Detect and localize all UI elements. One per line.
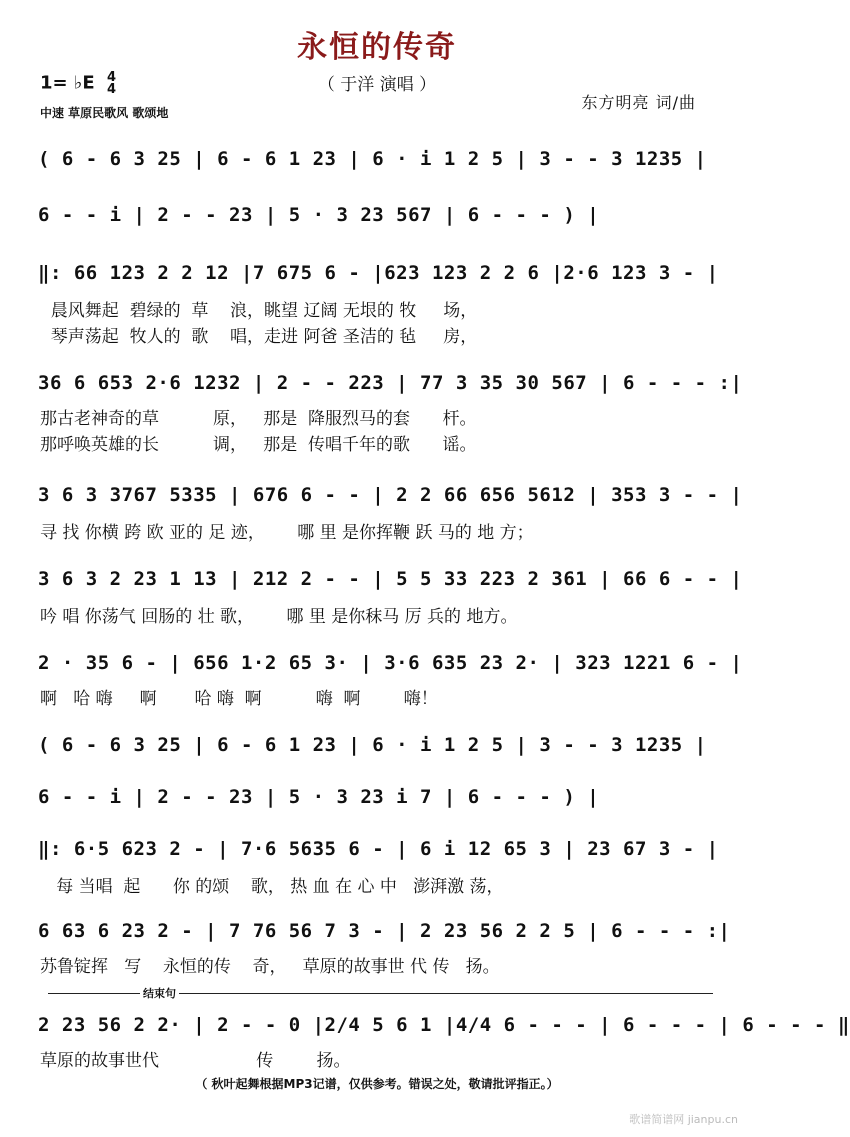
notation-line-4: 36 6 653 2·6 1232 | 2 - - 223 | 77 3 35 30 567 | 6 - - - :|: [38, 372, 743, 394]
watermark: 歌谱简谱网 jianpu.cn: [629, 1113, 738, 1126]
lyric-line-11: 苏鲁锭挥 写 永恒的传 奇， 草原的故事世 代 传 扬。: [40, 957, 500, 977]
notation-line-10: ‖: 6·5 623 2 - | 7·6 5635 6 - | 6 i 12 65 3 | 23 67 3 - |: [38, 838, 719, 860]
notation-line-1: ( 6 - 6 3 25 | 6 - 6 1 23 | 6 · i 1 2 5 | 3 - - 3 1235 |: [38, 148, 707, 170]
notation-line-7: 2 · 35 6 - | 656 1·2 65 3· | 3·6 635 23 2· | 323 1221 6 - |: [38, 652, 743, 674]
notation-line-8: ( 6 - 6 3 25 | 6 - 6 1 23 | 6 · i 1 2 5 | 3 - - 3 1235 |: [38, 734, 707, 756]
notation-line-9: 6 - - i | 2 - - 23 | 5 · 3 23 i 7 | 6 - - - ) |: [38, 786, 600, 808]
author-credit: 东方明亮 词/曲: [581, 93, 696, 112]
ending-label: 结束句: [140, 985, 179, 1001]
notation-line-5: 3 6 3 3767 5335 | 676 6 - - | 2 2 66 656 5612 | 353 3 - - |: [38, 484, 743, 506]
time-top: 4: [106, 70, 116, 85]
notation-line-3: ‖: 66 123 2 2 12 |7 675 6 - |623 123 2 2 6 |2·6 123 3 - |: [38, 262, 719, 284]
key-text: 1= ♭E: [40, 72, 95, 94]
notation-line-11: 6 63 6 23 2 - | 7 76 56 7 3 - | 2 23 56 2 2 5 | 6 - - - :|: [38, 920, 731, 942]
notation-line-6: 3 6 3 2 23 1 13 | 212 2 - - | 5 5 33 223 2 361 | 66 6 - - |: [38, 568, 743, 590]
lyric-line-3a: 晨风舞起 碧绿的 草 浪，眺望 辽阔 无垠的 牧 场，: [40, 301, 478, 321]
lyric-line-6: 吟 唱 你荡气 回肠的 壮 歌， 哪 里 是你秣马 厉 兵的 地方。: [40, 607, 518, 627]
notation-line-12: 2 23 56 2 2· | 2 - - 0 |2/4 5 6 1 |4/4 6 - - - | 6 - - - | 6 - - - ‖: [38, 1014, 850, 1036]
tempo-style: 中速 草原民歌风 歌颂地: [40, 106, 169, 120]
song-title: 永恒的传奇: [297, 30, 457, 65]
lyric-line-10: 每 当唱 起 你 的颂 歌， 热 血 在 心 中 澎湃激 荡，: [40, 877, 504, 897]
lyric-line-4b: 那呼唤英雄的长 调， 那是 传唱千年的歌 谣。: [40, 435, 477, 455]
singer-credit: （ 于洋 演唱 ）: [317, 75, 437, 95]
lyric-line-4a: 那古老神奇的草 原， 那是 降服烈马的套 杆。: [40, 409, 477, 429]
footnote: （ 秋叶起舞根据MP3记谱，仅供参考。错误之处，敬请批评指正。）: [195, 1077, 559, 1091]
lyric-line-12: 草原的故事世代 传 扬。: [40, 1051, 351, 1071]
time-signature: [107, 72, 116, 95]
time-bottom: 4: [106, 81, 116, 97]
lyric-line-5: 寻 找 你横 跨 欧 亚的 足 迹， 哪 里 是你挥鞭 跃 马的 地 方；: [40, 523, 534, 543]
key-signature: [40, 72, 116, 95]
lyric-line-7: 啊 哈 嗨 啊 哈 嗨 啊 嗨 啊 嗨！: [40, 689, 438, 709]
lyric-line-3b: 琴声荡起 牧人的 歌 唱，走进 阿爸 圣洁的 毡 房，: [40, 327, 478, 347]
notation-line-2: 6 - - i | 2 - - 23 | 5 · 3 23 567 | 6 - - - ) |: [38, 204, 600, 226]
